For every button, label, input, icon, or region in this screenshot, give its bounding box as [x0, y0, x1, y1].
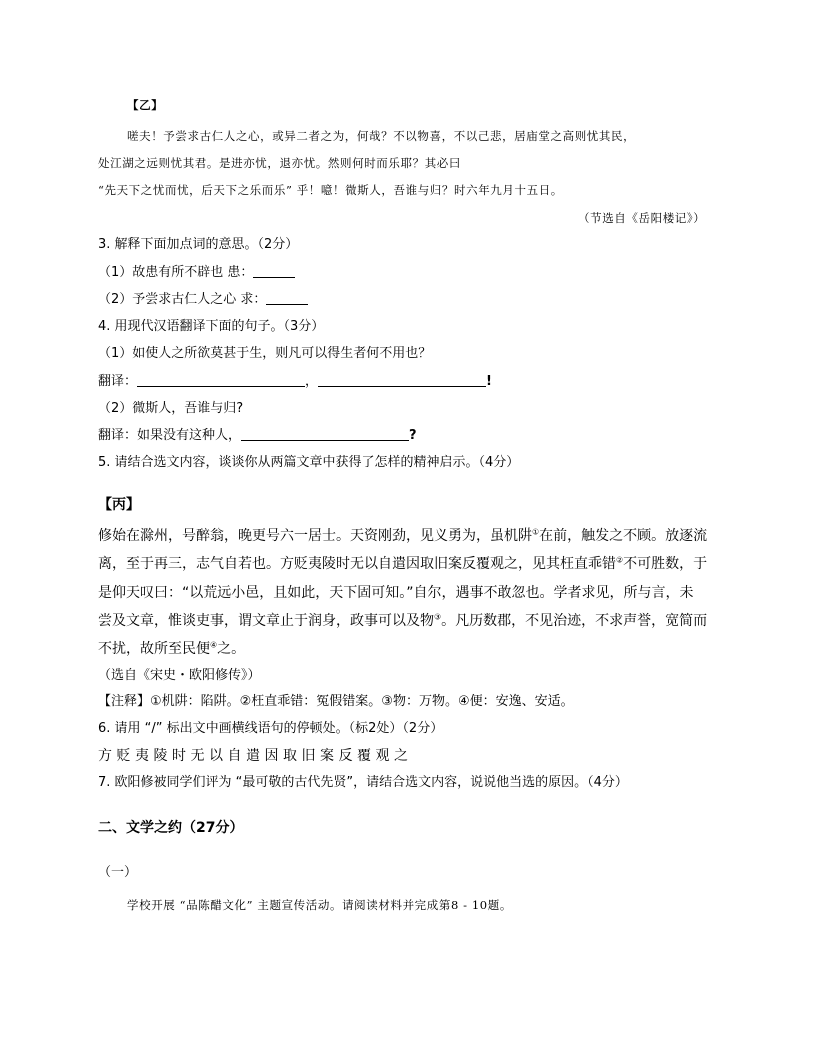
- answer-label: 翻译：: [98, 374, 138, 389]
- text-run: 在前，触发之不顾。放逐流: [539, 528, 708, 544]
- question-3-item-1: [98, 264, 295, 282]
- yi-line-2: 处江湖之远则忧其君。是进亦忧，退亦忧。然则何时而乐耶？其必曰: [98, 156, 461, 170]
- section-2-intro: 学校开展 “品陈醋文化” 主题宣传活动。请阅读材料并完成第8 - 10题。: [127, 898, 512, 912]
- bing-heading: 【丙】: [98, 497, 140, 513]
- question-4-answer-2: [98, 427, 417, 445]
- text-run: 不可胜数，于: [623, 556, 708, 572]
- yi-source: （节选自《岳阳楼记》）: [578, 211, 706, 225]
- text-run: 。凡历数郡，不见治迹，不求声誉，宽简而: [441, 613, 708, 629]
- bing-notes: 【注释】①机阱：陷阱。②枉直乖错：冤假错案。③物：万物。④便：安逸、安适。: [98, 694, 574, 709]
- bing-source: （选自《宋史・欧阳修传》）: [98, 668, 261, 683]
- yi-heading: 【乙】: [127, 98, 164, 112]
- bing-paragraph-line-4: [98, 612, 707, 630]
- question-7-title: 7. 欧阳修被同学们评为 “最可敬的古代先贤”，请结合选文内容，说说他当选的原因。（4分）: [98, 775, 628, 790]
- question-5-title: 5. 请结合选文内容，谈谈你从两篇文章中获得了怎样的精神启示。（4分）: [98, 455, 520, 470]
- answer-blank[interactable]: [137, 373, 305, 387]
- text-run: 尝及文章，惟谈吏事，谓文章止于润身，政事可以及物: [98, 613, 434, 629]
- bing-paragraph-line-3: 是仰天叹曰：“以荒远小邑，且如此，天下固可知。”自尔，遇事不敢忽也。学者求见，所与言，未: [98, 585, 694, 601]
- answer-end-mark: ?: [409, 428, 417, 443]
- footnote-marker: ②: [616, 555, 624, 565]
- text-run: 不扰，故所至民便: [98, 641, 210, 657]
- answer-blank[interactable]: [241, 427, 409, 441]
- question-4-title: 4. 用现代汉语翻译下面的句子。（3分）: [98, 319, 325, 334]
- question-3-item-1-text: （1）故患有所不辟也 患：: [98, 265, 254, 280]
- answer-end-mark: !: [486, 374, 492, 389]
- footnote-marker: ③: [434, 612, 442, 622]
- question-4-answer-1: [98, 373, 492, 391]
- bing-paragraph-line-5: [98, 640, 245, 658]
- answer-blank[interactable]: [266, 291, 308, 305]
- yi-line-1: 嗟夫！予尝求古仁人之心，或异二者之为，何哉？不以物喜，不以己悲，居庙堂之高则忧其民，: [127, 129, 636, 143]
- section-2-heading: 二、文学之约（27分）: [98, 820, 244, 836]
- question-3-item-2-text: （2）予尝求古仁人之心 求：: [98, 292, 267, 307]
- text-run: 修始在滁州，号醉翁，晚更号六一居士。天资刚劲，见义勇为，虽机阱: [98, 528, 532, 544]
- answer-blank[interactable]: [253, 264, 295, 278]
- question-3-item-2: [98, 291, 308, 309]
- bing-paragraph-line-1: [98, 527, 707, 545]
- section-2-subheading: （一）: [98, 865, 138, 880]
- answer-separator: ，: [305, 374, 319, 389]
- question-6-title: 6. 请用 “/” 标出文中画横线语句的停顿处。（标2处）（2分）: [98, 721, 444, 736]
- bing-paragraph-line-2: [98, 555, 707, 573]
- question-4-item-2: （2）微斯人，吾谁与归?: [98, 401, 244, 416]
- text-run: 离，至于再三，志气自若也。方贬夷陵时无以自遣因取旧案反覆观之，见其枉直乖错: [98, 556, 616, 572]
- footnote-marker: ④: [210, 640, 218, 650]
- text-run: 之。: [217, 641, 246, 657]
- question-6-sentence: 方贬夷陵时无以自遣因取旧案反覆观之: [98, 748, 413, 764]
- answer-blank[interactable]: [318, 373, 486, 387]
- question-3-title: 3. 解释下面加点词的意思。（2分）: [98, 237, 299, 252]
- footnote-marker: ①: [532, 527, 540, 537]
- question-4-item-1: （1）如使人之所欲莫甚于生，则凡可以得生者何不用也？: [98, 346, 432, 361]
- yi-line-3: “先天下之忧而忧，后天下之乐而乐” 乎！噫！微斯人，吾谁与归？时六年九月十五日。: [98, 183, 563, 197]
- answer-label: 翻译：如果没有这种人，: [98, 428, 242, 443]
